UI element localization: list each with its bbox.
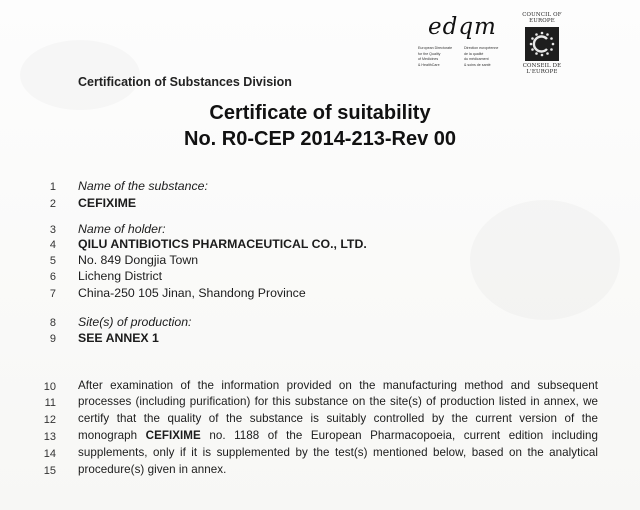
- certification-text-line: certify that the quality of the substance is suitably controlled by the current version of the: [78, 412, 598, 425]
- edqm-english-line: & HealthCare: [418, 62, 440, 67]
- edqm-logo: [418, 10, 508, 74]
- numbered-line: [0, 286, 640, 304]
- production-sites-value: SEE ANNEX 1: [78, 331, 159, 345]
- certification-text-line: After examination of the information provided on the manufacturing method and subsequent: [78, 379, 598, 392]
- line-number: 8: [49, 317, 56, 329]
- numbered-line: [0, 196, 640, 214]
- edqm-english-line: for the Quality: [418, 51, 441, 56]
- edqm-logo-mark: edqm: [428, 14, 497, 40]
- line-number: 2: [49, 198, 56, 210]
- certification-text-line: supplements, only if it is supplemented by the test(s) mentioned below, based on the analytical: [78, 446, 598, 459]
- line-number: 9: [49, 333, 56, 345]
- holder-label: Name of holder:: [78, 222, 166, 236]
- coe-top-text: COUNCIL OF EUROPE: [522, 12, 562, 24]
- certification-text-line: procedure(s) given in annex.: [78, 463, 227, 476]
- certification-text-line: processes (including purification) for this substance on the site(s) of production listed in annex, we: [78, 395, 598, 408]
- holder-address-line: No. 849 Dongjia Town: [78, 253, 199, 267]
- edqm-french-text: [464, 46, 504, 68]
- line-number: 15: [43, 465, 56, 477]
- edqm-english-line: European Directorate: [418, 46, 453, 50]
- edqm-french-line: Direction européenne: [464, 46, 499, 50]
- numbered-line: [0, 179, 640, 197]
- line-number: 1: [49, 181, 56, 193]
- council-of-europe-logo: [513, 12, 571, 74]
- edqm-french-line: de la qualité: [464, 51, 484, 56]
- edqm-french-line: & soins de santé: [464, 62, 491, 67]
- text-segment: no. 1188 of the European Pharmacopoeia, current edition including: [200, 429, 599, 442]
- numbered-line: [0, 446, 640, 464]
- edqm-english-line: of Medicines: [418, 57, 439, 62]
- line-number: 4: [49, 239, 56, 251]
- substance-label: Name of the substance:: [78, 179, 208, 193]
- edqm-french-line: du médicament: [464, 57, 489, 62]
- line-number: 6: [49, 271, 56, 283]
- line-number: 11: [44, 397, 56, 409]
- coe-emblem-icon: [525, 27, 559, 61]
- numbered-line: [0, 395, 640, 413]
- certificate-number: No. R0-CEP 2014-213-Rev 00: [184, 128, 456, 150]
- edqm-logo-text: [418, 46, 508, 68]
- division-name: Certification of Substances Division: [78, 75, 292, 89]
- line-number: 10: [43, 381, 56, 393]
- substance-name: CEFIXIME: [78, 196, 137, 210]
- numbered-line: [0, 463, 640, 481]
- numbered-line: [0, 429, 640, 447]
- numbered-line: [0, 412, 640, 430]
- line-number: 12: [43, 414, 56, 426]
- line-number: 5: [49, 255, 56, 267]
- monograph-name: CEFIXIME: [145, 429, 201, 442]
- production-sites-label: Site(s) of production:: [78, 315, 192, 329]
- holder-name: QILU ANTIBIOTICS PHARMACEUTICAL CO., LTD.: [78, 237, 367, 251]
- line-number: 7: [49, 288, 56, 300]
- line-number: 14: [43, 448, 56, 460]
- certificate-title: Certificate of suitability: [209, 102, 431, 124]
- holder-address-line: Licheng District: [78, 269, 163, 283]
- text-segment: monograph: [78, 429, 146, 442]
- line-number: 3: [49, 224, 56, 236]
- line-number: 13: [43, 431, 56, 443]
- numbered-line: [0, 331, 640, 349]
- certification-text-line: [78, 429, 598, 442]
- coe-bottom-text: CONSEIL DE L'EUROPE: [522, 63, 562, 75]
- holder-address-line: China-250 105 Jinan, Shandong Province: [78, 286, 306, 300]
- numbered-line: [0, 269, 640, 287]
- edqm-english-text: [418, 46, 458, 68]
